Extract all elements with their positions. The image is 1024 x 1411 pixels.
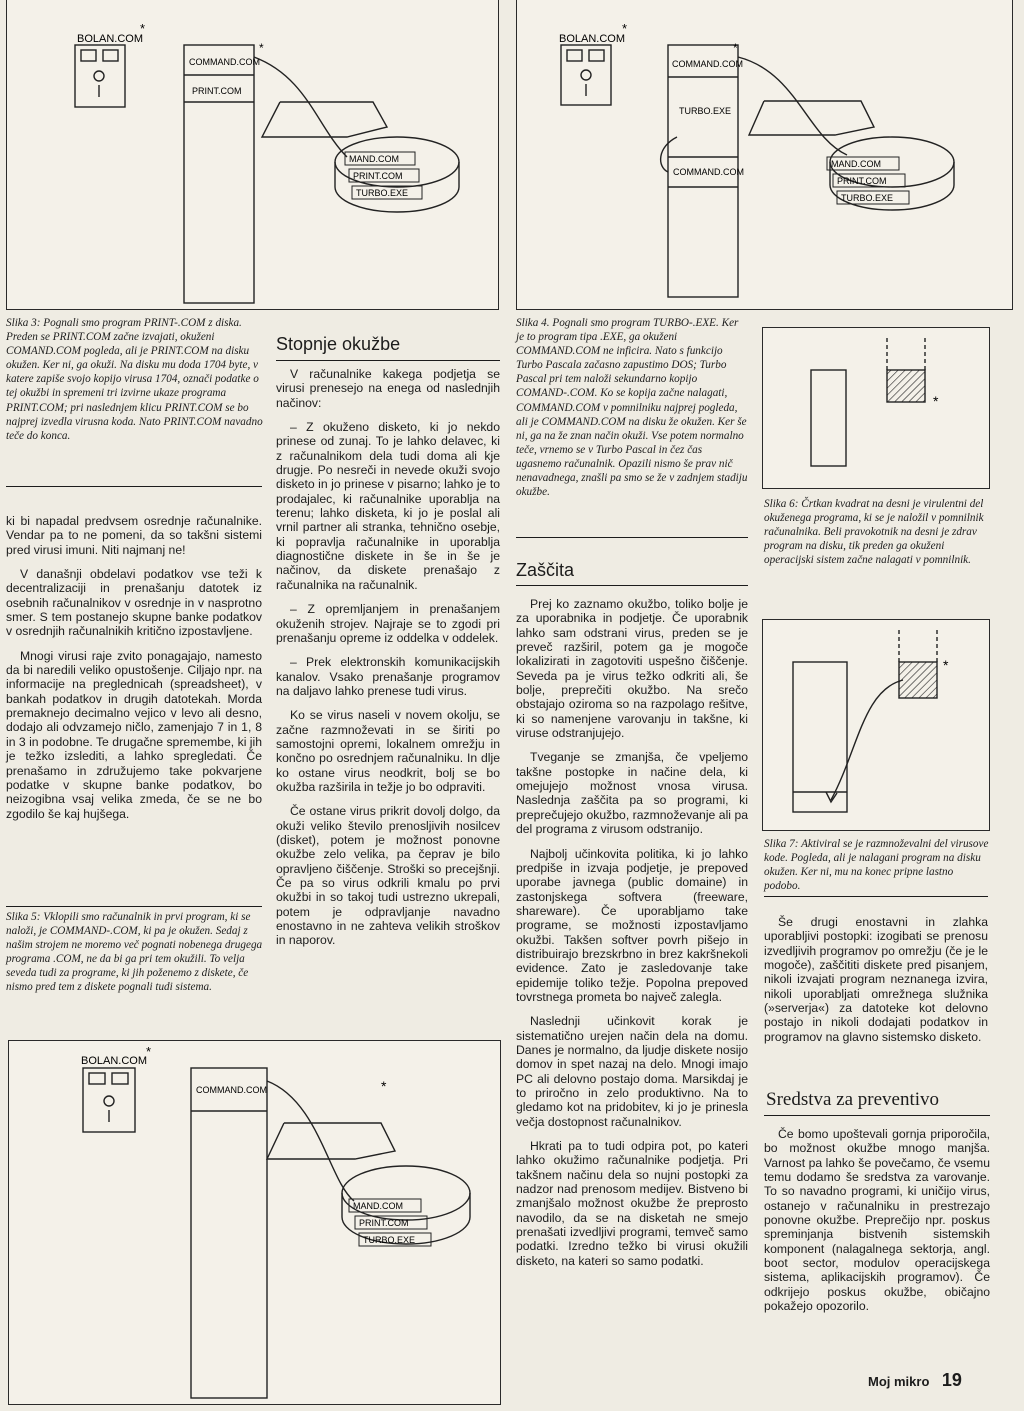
floppy-disk-icon — [75, 45, 125, 107]
magazine-name: Moj mikro — [868, 1374, 930, 1389]
caption-slika-6: Slika 6: Črtkan kvadrat na desni je virulentni del okuženega programa, ki se je naložil v pomnilnik računalnika. Beli pravokotnik na desni je zdrav program na disku, tik preden ga okuženi operacijski sistem začne nalagati v pomnilnik. — [764, 498, 984, 567]
svg-text:MAND.COM: MAND.COM — [353, 1201, 403, 1211]
caption-slika-4: Slika 4. Pognali smo program TURBO-.EXE. Ker je to program tipa .EXE, ga okuženi COMMAND.COM ne inficira. Nato s funkcijo Turbo Pascala začasno zapustimo DOS; Turbo Pascal pri tem naloži sekundarno kopijo COMAND-.COM. Ko se kopija začne nalagati, COMMAND.COM v pomnilniku najprej pogleda, ali je COMMAND.COM na disku že okužen. Ker še ni, ga na že znan način okuži. Vse potem normalno teče, vrnemo se v Turbo Pascal in čez čas ugasnemo računalnik. Opazili nismo še prav nič nenavadnega, znašli pa smo se že v zadnjem stadiju okužbe. — [516, 317, 748, 499]
figure-7 — [762, 619, 990, 831]
svg-text:TURBO.EXE: TURBO.EXE — [356, 188, 409, 198]
heading-sredstva: Sredstva za preventivo — [766, 1089, 940, 1110]
file-command-com: COMMAND.COM — [672, 59, 743, 69]
heading-zascita: Zaščita — [516, 560, 575, 580]
virus-hatched-square — [899, 662, 937, 698]
svg-text:MAND.COM: MAND.COM — [349, 154, 399, 164]
column-4-text-2 — [764, 1127, 990, 1323]
paragraph: – Z okuženo disketo, ki jo nekdo prinese od zunaj. To je lahko delavec, ki z računalnikom dela tudi doma ali kje drugje. Po nesreči in nevede okuži svojo disketo in jo prinese v pisarno; lahko je to prodajalec, ki računalnike uporablja na terenu; lahko disketa, ki jo je poslal ali vrnil partner ali stranka, tehnično osebje, ki popravlja računalnike in uporablja diagnostične diskete in še in še je načinov, da diskete prenašajo z računalnika na računalnik. — [276, 420, 500, 592]
file-command-com-copy: COMMAND.COM — [673, 167, 744, 177]
svg-text:TURBO.EXE: TURBO.EXE — [841, 193, 894, 203]
paragraph: Če bomo upoštevali gornja priporočila, bo možnost okužbe mnogo manjša. Varnost pa lahko še povečamo, če vsemu temu dodamo še sredstva za varovanje. To so navadno programi, ki uničijo virus, ostanejo v računalniku in prestrezajo ponovne okužbe. Preprečijo npr. poskus spreminjanja bistvenih sistemskih komponent (nalagalnega sektorja, angl. boot sector, modulov operacijskega sistema, aplikacijskih programov). Če odkrijejo poskus okužbe, običajno pokažejo opozorilo. — [764, 1127, 990, 1314]
file-command-com: COMMAND.COM — [189, 57, 260, 67]
disk-label-text: BOLAN.COM — [81, 1055, 148, 1067]
star-marker: * — [622, 21, 628, 36]
column-4-text — [764, 915, 988, 1054]
paragraph: Najbolj učinkovita politika, ki jo lahko predpiše in izvaja podjetje, je prepoved uporabe javnega (public domaine) in zastonjskega softvera (freeware, shareware). Če uporabljamo take programe, se možnosti izpostavljamo okužbi. Takšen softver povrh pišejo in distribuirajo brezskrbno in brez kakršnekoli evidence. Zato je zasledovanje take epidemije toliko težje. Popolna prepoved tovrstnega prometa bo največ zalegla. — [516, 846, 748, 1004]
page-number: 19 — [941, 1370, 962, 1390]
column-3-text — [516, 597, 748, 1278]
svg-text:PRINT.COM: PRINT.COM — [353, 171, 403, 181]
star-marker-2: * — [733, 41, 738, 55]
star-marker: * — [943, 657, 949, 673]
svg-text:TURBO.EXE: TURBO.EXE — [363, 1235, 416, 1245]
memory-column — [184, 45, 254, 303]
paragraph: Hkrati pa to tudi odpira pot, po kateri lahko okužimo računalnike podjetja. Pri takšnem načinu dela so nujni postopki za nadzor nad prenosom medijev. Bistveno bi zmanjšalo možnost okužbe že preprosto navodilo, da se na disketah ne smejo prenašati izvedljivi programi, temveč samo podatki. Izredno težko bi virusi okužili disketo, na kateri so samo podatki. — [516, 1139, 748, 1268]
disk-file-list — [345, 152, 422, 199]
star-marker: * — [146, 1044, 152, 1059]
caption-slika-5: Slika 5: Vklopili smo računalnik in prvi program, ki se naloži, je COMMAND-.COM, ki pa je okužen. Sedaj z našim strojem ne moremo več pognati nobenega drugega programa .COM, ne da bi ga pri tem okužili. To velja seveda tudi za programe, ki jih poženemo z diskete, če nismo pred tem z diskete pognali tudi sistema. — [6, 911, 263, 994]
star-marker: * — [140, 21, 146, 36]
column-1-text — [6, 514, 262, 831]
svg-text:PRINT.COM: PRINT.COM — [359, 1218, 409, 1228]
file-turbo-exe: TURBO.EXE — [679, 106, 732, 116]
figure-5-diagram — [9, 1041, 500, 1404]
disk-label-text: BOLAN.COM — [77, 33, 144, 45]
figure-7-diagram — [763, 620, 989, 830]
caption-rule-7 — [764, 896, 988, 897]
figure-4-diagram — [517, 0, 1012, 309]
paragraph: – Prek elektronskih komunikacijskih kanalov. Vsako prenašanje programov na daljavo lahko prenese tudi virus. — [276, 655, 500, 698]
memory-column — [191, 1068, 267, 1398]
star-marker-right: * — [381, 1078, 387, 1094]
paragraph: Tveganje se zmanjša, če vpeljemo takšne postopke in načine dela, ki omejujejo možnost vnosa virusa. Naslednja zaščita pa so programi, ki preprečujejo okužbo, razmnoževanje ali pa del programa z virusom odstranijo. — [516, 750, 748, 837]
svg-text:PRINT.COM: PRINT.COM — [837, 176, 887, 186]
column-2-text — [276, 367, 500, 958]
heading-rule-stopnje — [276, 360, 500, 361]
caption-rule-4 — [516, 537, 748, 538]
disk-label-text: BOLAN.COM — [559, 33, 626, 45]
paragraph: ki bi napadal predvsem osrednje računalnike. Vendar pa to ne pomeni, da so takšni sistemi pred virusi imuni. Niti najmanj ne! — [6, 514, 262, 557]
figure-4 — [516, 0, 1013, 310]
paragraph: Če ostane virus prikrit dovolj dolgo, da okuži veliko število prenosljivih nosilcev (disket), potem je možnost ponovne okužbe zelo velika, pa čeprav je bilo opravljeno čiščenje. Stroški so precejšnji. Če pa so virus odkrili kmalu po prvi okužbi in so takoj tudi ustrezno ukrepali, potem je odpravljanje navadno enostavno in ne zahteva velikih stroškov in naporov. — [276, 804, 500, 948]
heading-rule-sredstva — [764, 1115, 990, 1116]
caption-slika-3: Slika 3: Pognali smo program PRINT-.COM z diska. Preden se PRINT.COM začne izvajati, okuženi COMAND.COM pogleda, ali je PRINT.COM na disku okužen. Ker ni, ga okuži. Na disku mu doda 1704 byte, v katere zapiše svojo kopijo virusa 1704, označi podatke o tej okužbi in spremeni tri izvirne ukaze programa PRINT.COM; pri naslednjem klicu PRINT.COM se bo najprej izvedla virusna koda. Nato PRINT.COM navadno teče do konca. — [6, 317, 263, 442]
caption-rule-3 — [6, 486, 262, 487]
heading-rule-zascita — [516, 585, 748, 586]
virus-hatched-square — [887, 370, 925, 402]
disk-file-list — [827, 157, 909, 204]
heading-stopnje-okuzbe: Stopnje okužbe — [276, 334, 401, 354]
paragraph: Še drugi enostavni in zlahka uporabljivi postopki: izogibati se prenosu izvedljivih programov po omrežju (če je le mogoče), zaščititi diskete pred pisanjem, nikoli izvajati program neznanega izvira, nikoli uporabljati omrežnega služnika (»serverja«) za datoteke kot delovno postajo in nikoli dodajati podatkov in programov na glavno sistemsko disketo. — [764, 915, 988, 1044]
star-marker: * — [933, 393, 939, 409]
caption-slika-7: Slika 7: Aktiviral se je razmnoževalni del virusove kode. Pogleda, ali je nalagani program na disku okužen. Ker ni, mu na konec pripne lastno podobo. — [764, 838, 989, 893]
program-rectangle — [811, 370, 846, 466]
copy-arrow — [831, 680, 903, 800]
svg-text:MAND.COM: MAND.COM — [831, 159, 881, 169]
paragraph: V računalnike kakega podjetja se virusi prenesejo na enega od naslednjih načinov: — [276, 367, 500, 410]
paragraph: – Z opremljanjem in prenašanjem okuženih strojev. Najraje se to zgodi pri prenašanju opreme iz oddelka v oddelek. — [276, 602, 500, 645]
floppy-disk-icon — [83, 1068, 135, 1132]
disk-file-list — [349, 1199, 431, 1246]
paragraph: Naslednji učinkovit korak je sistematično urejen način dela na domu. Danes je normalno, da ljudje diskete nosijo domov in spet nazaj na delo. Mnogi imajo PC ali delovno postajo doma. Marsikdaj je to priročno in zelo produktivno. Na to gledamo kot na pridobitev, ki jo je prinesla večja dostopnost računalnikov. — [516, 1014, 748, 1129]
figure-6-diagram — [763, 328, 989, 488]
figure-3 — [6, 0, 499, 310]
figure-3-diagram — [7, 0, 498, 309]
program-rectangle — [793, 662, 847, 812]
paragraph: Prej ko zaznamo okužbo, toliko bolje je za uporabnika in podjetje. Če uporabnik lahko sam odstrani virus, preden se je preveč razširil, potem ga je mogoče lokalizirati in zagotoviti uspešno čiščenje. Seveda pa je virus težko odkriti ali, še bolje, preprečiti okužbo. Na srečo obstajajo oziroma so na razpolago rešitve, ki so namenjene varovanju in takšne, ki viruse odstranjujejo. — [516, 597, 748, 741]
star-marker-2: * — [259, 41, 264, 55]
floppy-disk-icon — [561, 45, 611, 105]
paragraph: V današnji obdelavi podatkov vse teži k decentralizaciji in prenašanju datotek iz osebnih računalnikov v osrednje in v nasprotno smer. S tem postanejo skupne banke podatkov v osrednjih računalnikih kritično izpostavljene. — [6, 567, 262, 639]
file-print-com: PRINT.COM — [192, 86, 242, 96]
file-command-com: COMMAND.COM — [196, 1085, 267, 1095]
footer — [868, 1370, 1018, 1391]
paragraph: Mnogi virusi raje zvito ponagajajo, namesto da bi naredili veliko opustošenje. Ciljajo npr. na informacije na preglednicah (spreadsheet), v bankah podatkov in drugih datotekah. Morda premaknejo decimalno vejico v levo ali desno, dodajo ali odvzamejo ničlo, zamenjajo 7 in 1, 8 in 3 in podobne. Te drugačne spremembe, ki jih je težko izslediti, a lahko spregledati. Če prenašamo in združujemo take pokvarjene podatke v skupne banke podatkov, bo neizogibna vsaj velika zmeda, če se ne bo zgodilo še kaj hujšega. — [6, 648, 262, 821]
figure-5 — [8, 1040, 501, 1405]
paragraph: Ko se virus naseli v novem okolju, se začne razmnoževati in se širiti po samostojni opremi, lokalnem omrežju in končno po osrednjem računalniku. In dlje ko ostane virus neodkrit, bolj se bo okužba razširila in težje jo bo odpraviti. — [276, 708, 500, 794]
caption-rule-5 — [6, 906, 262, 907]
figure-6 — [762, 327, 990, 489]
